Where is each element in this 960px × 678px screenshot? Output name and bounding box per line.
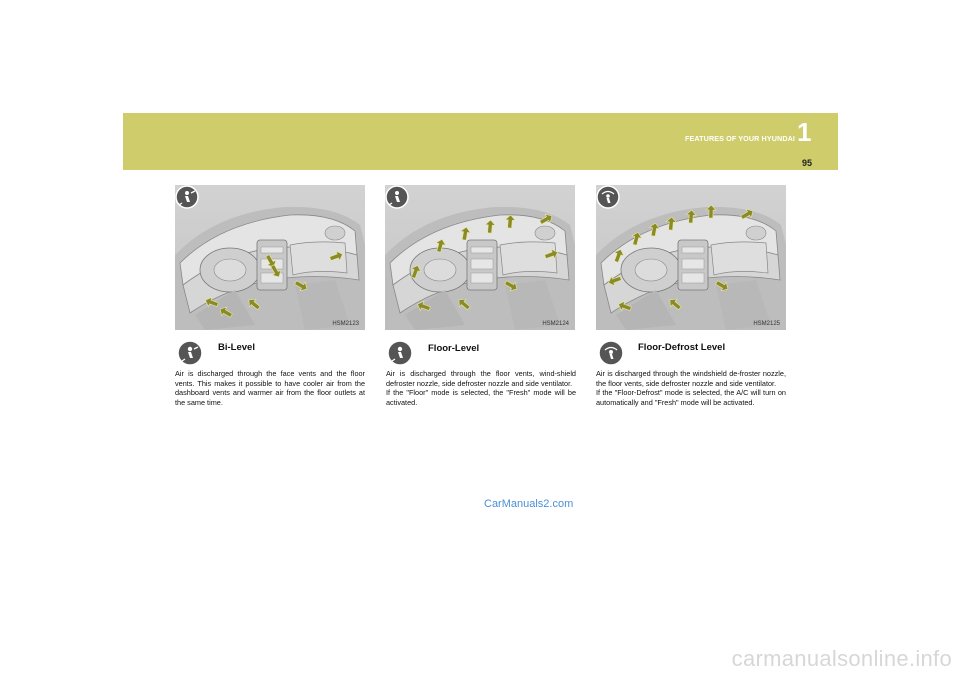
section-body: Air is discharged through the face vents and the floor vents. This makes it possible to have cooler air from the dashboard vents and warmer air from the floor outlets at the same time. bbox=[175, 369, 365, 407]
floor-defrost-mode-icon bbox=[598, 340, 624, 366]
floor-mode-icon bbox=[385, 185, 409, 209]
figure-bi-level bbox=[175, 185, 365, 330]
floor-mode-icon bbox=[387, 340, 413, 366]
section-title: Floor-Defrost Level bbox=[638, 342, 726, 353]
footer-watermark: carmanualsonline.info bbox=[731, 646, 952, 671]
section-title: Floor-Level bbox=[428, 343, 480, 354]
bi-level-mode-icon bbox=[177, 340, 203, 366]
section-title: Bi-Level bbox=[218, 342, 255, 353]
figure-code: HSM2125 bbox=[753, 321, 780, 327]
bi-level-mode-icon bbox=[175, 185, 199, 209]
section-body: Air is discharged through the windshield de-froster nozzle, the floor vents, side defroster nozzle and side ventilator. If the "Floor-Defrost" mode is selected, the A/C will turn on automatically and "Fresh" mode will be activated. bbox=[596, 369, 786, 407]
watermark-link[interactable]: CarManuals2.com bbox=[484, 498, 574, 510]
section-body: Air is discharged through the floor vents, wind-shield defroster nozzle, side defroster nozzle and side ventilator. If the "Floor" mode is selected, the "Fresh" mode will be activated. bbox=[386, 369, 576, 407]
figure-code: HSM2124 bbox=[542, 321, 569, 327]
figure-floor-level bbox=[385, 185, 575, 330]
figure-code: HSM2123 bbox=[332, 321, 359, 327]
chapter-title: FEATURES OF YOUR HYUNDAI bbox=[685, 134, 795, 143]
floor-defrost-mode-icon bbox=[596, 185, 620, 209]
chapter-number: 1 bbox=[797, 117, 812, 147]
figure-floor-defrost-level bbox=[596, 185, 786, 330]
page-number: 95 bbox=[801, 158, 812, 168]
